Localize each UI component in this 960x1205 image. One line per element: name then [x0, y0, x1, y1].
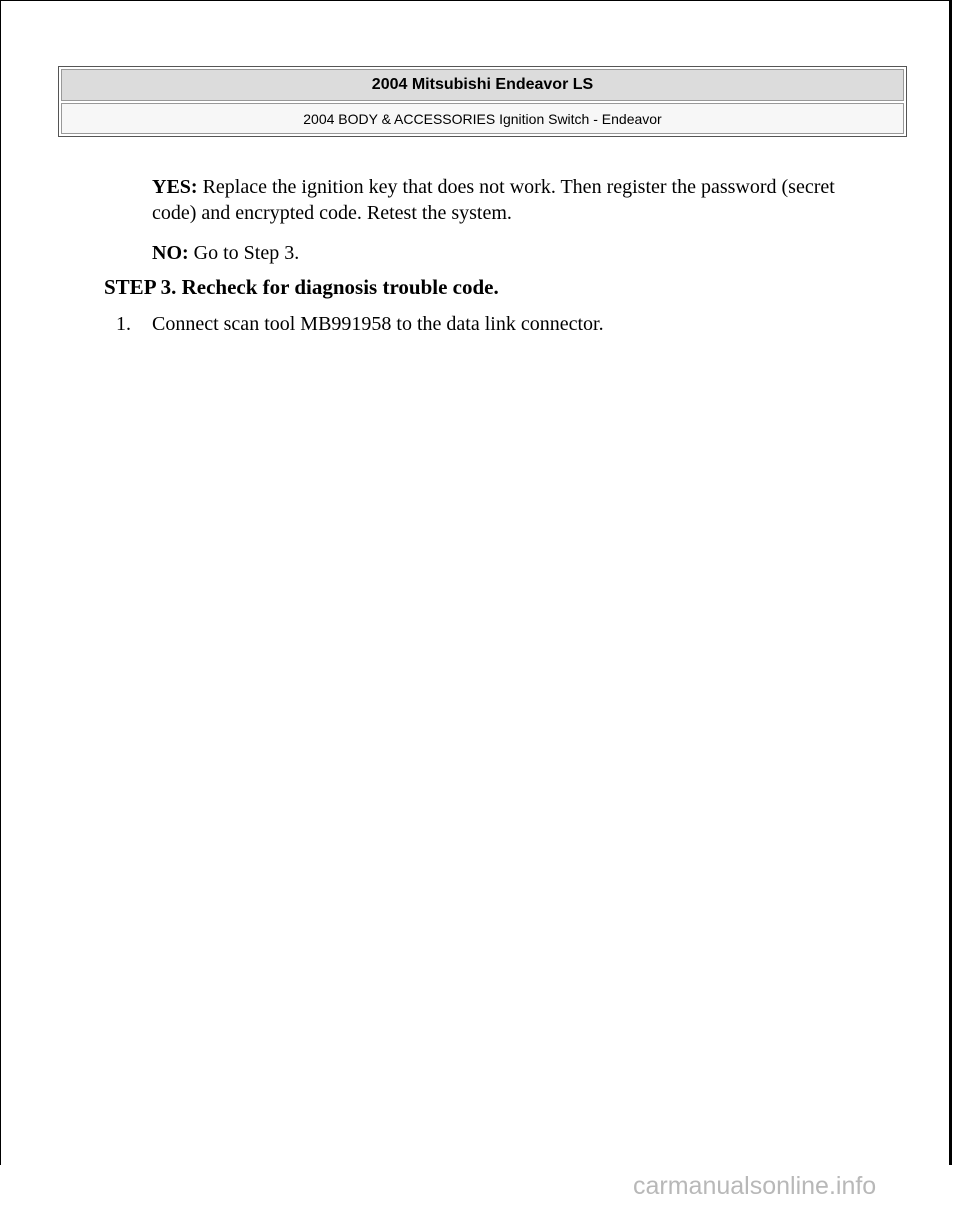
- yes-result-paragraph: [152, 174, 852, 226]
- no-label: NO:: [152, 242, 189, 264]
- step-heading: STEP 3. Recheck for diagnosis trouble code.: [104, 275, 499, 299]
- step-list-item: [116, 311, 604, 337]
- document-header: [58, 66, 907, 137]
- document-title: 2004 Mitsubishi Endeavor LS: [61, 69, 904, 101]
- step-text: Connect scan tool MB991958 to the data link connector.: [152, 313, 604, 335]
- watermark-text: carmanualsonline.info: [633, 1172, 877, 1200]
- step-number: 1.: [116, 313, 131, 335]
- no-text: Go to Step 3.: [188, 242, 300, 264]
- yes-label: YES:: [152, 176, 198, 198]
- no-result-paragraph: [152, 240, 299, 266]
- yes-text: Replace the ignition key that does not work. Then register the password (secret code) and encrypted code. Retest the system.: [152, 176, 835, 224]
- document-subtitle: 2004 BODY & ACCESSORIES Ignition Switch - Endeavor: [61, 103, 904, 134]
